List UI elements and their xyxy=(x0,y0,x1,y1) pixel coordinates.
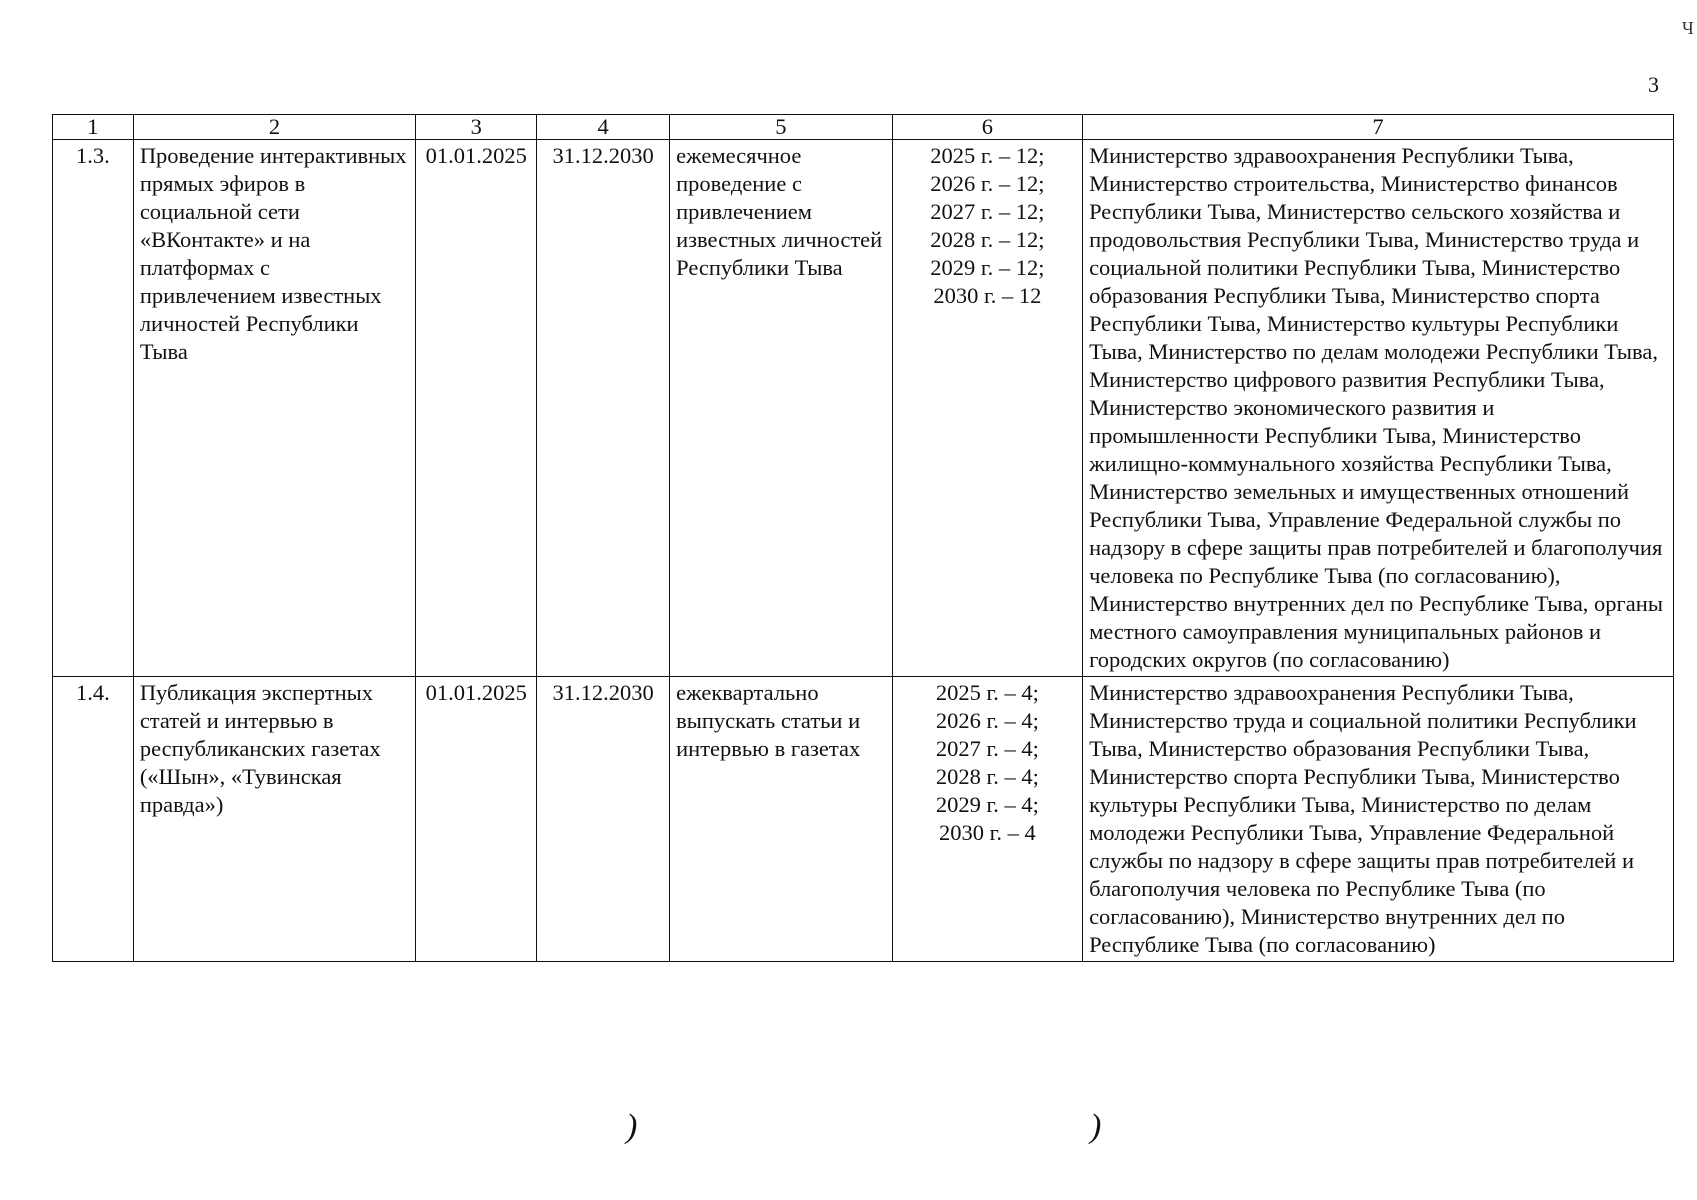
start-date: 01.01.2025 xyxy=(416,140,537,677)
event-title: Публикация экспертных статей и интервью в республиканских газетах («Шын», «Тувинская правда») xyxy=(133,677,415,962)
count-line: 2028 г. – 4; xyxy=(935,764,1039,789)
yearly-counts xyxy=(892,677,1082,962)
row-number: 1.3. xyxy=(53,140,134,677)
responsible-executors: Министерство здравоохранения Республики Тыва, Министерство строительства, Министерство финансов Республики Тыва, Министерство сельского хозяйства и продовольствия Республики Тыва, Министерство труда и социальной политики Республики Тыва, Министерство образования Республики Тыва, Министерство спорта Республики Тыва, Министерство культуры Республики Тыва, Министерство по делам молодежи Республики Тыва, Министерство цифрового развития Республики Тыва, Министерство экономического развития и промышленности Республики Тыва, Министерство жилищно-коммунального хозяйства Республики Тыва, Министерство земельных и имущественных отношений Республики Тыва, Управление Федеральной службы по надзору в сфере защиты прав потребителей и благополучия человека по Республике Тыва (по согласованию), Министерство внутренних дел по Республике Тыва, органы местного самоуправления муниципальных районов и городских округов (по согласованию) xyxy=(1083,140,1674,677)
end-date: 31.12.2030 xyxy=(537,677,670,962)
yearly-counts xyxy=(892,140,1082,677)
count-line: 2030 г. – 4 xyxy=(939,820,1036,845)
table-header-row xyxy=(53,115,1674,140)
row-number: 1.4. xyxy=(53,677,134,962)
count-line: 2027 г. – 4; xyxy=(935,736,1039,761)
column-header-5: 5 xyxy=(670,115,893,140)
end-date: 31.12.2030 xyxy=(537,140,670,677)
count-line: 2028 г. – 12; xyxy=(930,227,1045,252)
corner-mark: Ч xyxy=(1682,18,1694,38)
column-header-4: 4 xyxy=(537,115,670,140)
scan-mark: ) xyxy=(626,1108,638,1145)
column-header-6: 6 xyxy=(892,115,1082,140)
event-title: Проведение интерактивных прямых эфиров в социальной сети «ВКонтакте» и на платформах с привлечением известных личностей Республики Тыва xyxy=(133,140,415,677)
table-row xyxy=(53,140,1674,677)
periodicity: ежеквартально выпускать статьи и интервью в газетах xyxy=(670,677,893,962)
column-header-2: 2 xyxy=(133,115,415,140)
periodicity: ежемесячное проведение с привлечением известных личностей Республики Тыва xyxy=(670,140,893,677)
table-row xyxy=(53,677,1674,962)
start-date: 01.01.2025 xyxy=(416,677,537,962)
count-line: 2030 г. – 12 xyxy=(933,283,1042,308)
page-number: 3 xyxy=(1648,72,1659,97)
responsible-executors: Министерство здравоохранения Республики Тыва, Министерство труда и социальной политики Республики Тыва, Министерство образования Республики Тыва, Министерство спорта Республики Тыва, Министерство культуры Республики Тыва, Министерство по делам молодежи Республики Тыва, Управление Федеральной службы по надзору в сфере защиты прав потребителей и благополучия человека по Республике Тыва (по согласованию), Министерство внутренних дел по Республике Тыва (по согласованию) xyxy=(1083,677,1674,962)
count-line: 2025 г. – 4; xyxy=(935,680,1039,705)
scan-mark: ) xyxy=(1090,1108,1102,1145)
count-line: 2026 г. – 12; xyxy=(930,171,1045,196)
column-header-3: 3 xyxy=(416,115,537,140)
document-table xyxy=(52,114,1674,962)
count-line: 2025 г. – 12; xyxy=(930,143,1045,168)
column-header-7: 7 xyxy=(1083,115,1674,140)
count-line: 2029 г. – 4; xyxy=(935,792,1039,817)
count-line: 2026 г. – 4; xyxy=(935,708,1039,733)
count-line: 2029 г. – 12; xyxy=(930,255,1045,280)
column-header-1: 1 xyxy=(53,115,134,140)
count-line: 2027 г. – 12; xyxy=(930,199,1045,224)
